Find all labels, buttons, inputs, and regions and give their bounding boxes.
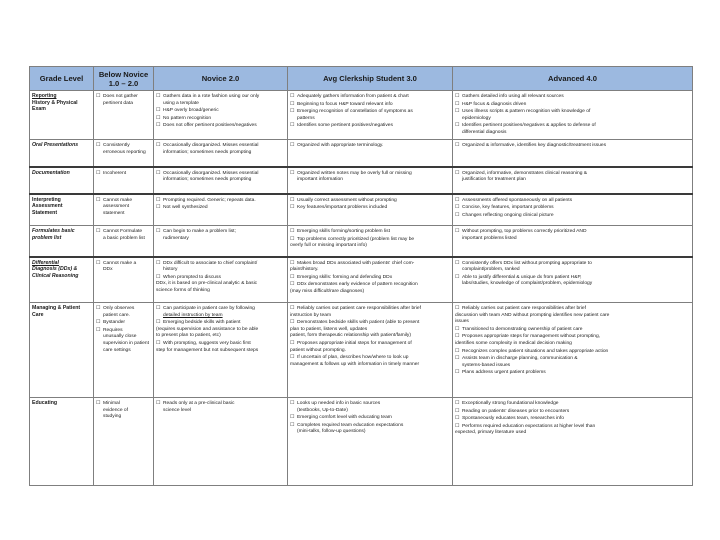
header-advanced: Advanced 4.0 [453, 67, 693, 91]
checkbox-item[interactable]: ☐ Prompting required. Generic; repeats data. [156, 197, 285, 205]
checkbox-item[interactable]: ☐ Reliably carries out patient care responsibilities after brief [455, 305, 690, 313]
label-line: problem list [32, 234, 62, 241]
checkbox-item[interactable]: ☐ Incoherent [96, 170, 151, 178]
text-line: important problems listed [462, 235, 517, 241]
text-line: plaint/history. [290, 267, 319, 273]
row-documentation [30, 167, 693, 194]
text-line: patient without prompting. [290, 347, 347, 353]
text-line: (requires supervision and assistance to be able [156, 326, 259, 332]
checkbox-item[interactable]: ☐ Key features/important problems included [290, 204, 450, 212]
header-below-novice [94, 67, 154, 91]
checkbox-item[interactable]: ☐ Identifies some pertinent positives/negatives [290, 122, 450, 130]
label-interpreting [30, 194, 94, 226]
checkbox-item[interactable]: ☐ Transitioned to demonstrating ownership of patient care [455, 326, 690, 334]
text-line: DDx, it is based on pre-clinical analytic & basic [156, 281, 258, 287]
label-line: Differential [32, 259, 60, 266]
checkbox-item[interactable]: ☐ Recognizes complex patient situations and takes appropriate action [455, 348, 690, 356]
checkbox-item[interactable]: ☐ Reads only at a pre-clinical basic [156, 400, 285, 408]
text-line: patterns [297, 115, 315, 121]
row-educating [30, 398, 693, 486]
checkbox-item[interactable]: ☐ Emerging bedside skills with patient [156, 319, 285, 327]
checkbox-item[interactable]: ☐ Makes broad DDx associated with patients' chief com- [290, 260, 450, 268]
differential-novice [154, 257, 288, 303]
text-line: plan to patient, listens well, updates [290, 326, 368, 332]
rubric-sheet [29, 66, 693, 486]
label-line: Interpreting [32, 196, 61, 203]
problem-below [94, 226, 154, 257]
checkbox-item[interactable]: ☐ Top problems correctly prioritized (problem list may be [290, 236, 450, 244]
checkbox-item[interactable]: ☐ Gathers data in a rote fashion using our only [156, 93, 285, 101]
checkbox-item[interactable]: ☐ Organized with appropriate terminology. [290, 142, 450, 150]
checkbox-item[interactable]: ☐ No pattern recognition [156, 115, 285, 123]
label-oral [30, 140, 94, 167]
checkbox-item[interactable]: ☐ Not well synthesized [156, 204, 285, 212]
checkbox-item[interactable]: ☐ Beginning to focus H&P toward relevant info [290, 101, 450, 109]
problem-novice [154, 226, 288, 257]
checkbox-item[interactable]: ☐ Emerging skills forming/sorting problem list [290, 228, 450, 236]
problem-adv [453, 226, 693, 257]
educating-below [94, 398, 154, 486]
checkbox-item[interactable]: ☐ When prompted to discuss [156, 274, 285, 282]
text-line: (may miss difficult/rare diagnoses) [290, 288, 365, 294]
label-line: Oral Presentations [32, 142, 79, 148]
reporting-novice [154, 91, 288, 140]
row-interpreting [30, 194, 693, 226]
documentation-novice [154, 167, 288, 194]
checkbox-item[interactable]: ☐ Able to justify differential & unique dx from patient H&P, [455, 274, 690, 282]
header-below-range: 1.0 – 2.0 [108, 78, 139, 88]
managing-novice [154, 303, 288, 398]
documentation-below [94, 167, 154, 194]
checkbox-item[interactable]: ☐ Emerging comfort level with educating team [290, 414, 450, 422]
documentation-adv [453, 167, 693, 194]
checkbox-item[interactable]: ☐ Requires [96, 327, 151, 335]
checkbox-item[interactable]: ☐ H&P overly broad/generic [156, 107, 285, 115]
oral-below [94, 140, 154, 167]
reporting-below [94, 91, 154, 140]
documentation-avg [288, 167, 453, 194]
checkbox-item[interactable]: ☐ Minimal [96, 400, 151, 408]
text-line: differential diagnosis [462, 129, 507, 135]
text-line: supervision in patient [103, 340, 149, 346]
text-line: science forms of thinking [156, 287, 210, 293]
checkbox-item[interactable]: ☐ If uncertain of plan, describes how/where to look up [290, 354, 450, 362]
differential-adv [453, 257, 693, 303]
text-line: unusually close [103, 334, 137, 340]
checkbox-item[interactable]: ☐ DDx difficult to associate to chief complaint/ [156, 260, 285, 268]
interpreting-novice [154, 194, 288, 226]
checkbox-item[interactable]: ☐ Emerging skills: forming and defending DDx [290, 274, 450, 282]
checkbox-item[interactable]: ☐ Usually correct assessment without prompting [290, 197, 450, 205]
text-line: labs/studies, knowledge of complaint/problem, epidemiology [462, 281, 593, 287]
checkbox-item[interactable]: ☐ Consistently [96, 142, 151, 150]
checkbox-item[interactable]: ☐ Emerging recognition of constellation of symptoms as [290, 108, 450, 116]
checkbox-item[interactable]: ☐ Bystander [96, 319, 151, 327]
text-line: assessment [103, 204, 130, 210]
managing-avg [288, 303, 453, 398]
checkbox-item[interactable]: ☐ Concise, key features, important problems [455, 204, 690, 212]
oral-adv [453, 140, 693, 167]
rubric-table [29, 66, 693, 486]
label-documentation [30, 167, 94, 194]
reporting-adv [453, 91, 693, 140]
label-line: Care [32, 311, 44, 318]
checkbox-item[interactable]: ☐ Assists team in discharge planning, communication & [455, 355, 690, 363]
checkbox-item[interactable]: ☐ Organized, informative, demonstrates clinical reasoning & [455, 170, 690, 178]
label-differential [30, 257, 94, 303]
text-line: discussion with team AND without prompting identifies new patient care [455, 312, 610, 318]
checkbox-item[interactable]: ☐ Cannot make a [96, 260, 151, 268]
text-line: pertinent data [103, 100, 133, 106]
text-line: a basic problem list [103, 235, 145, 241]
label-line: Educating [32, 400, 58, 406]
checkbox-item[interactable]: ☐ Without prompting, top problems correctly prioritized AND [455, 228, 690, 236]
text-line: justification for treatment plan [462, 177, 526, 183]
text-line: issues [455, 319, 469, 325]
educating-avg [288, 398, 453, 486]
checkbox-item[interactable]: ☐ Completes required team education expectations [290, 422, 450, 430]
checkbox-item[interactable]: ☐ Adequately gathers information from patient & chart [290, 93, 450, 101]
header-novice: Novice 2.0 [154, 67, 288, 91]
checkbox-item[interactable]: ☐ Organized written notes may be overly full or missing [290, 170, 450, 178]
checkbox-item[interactable]: ☐ Reliably carries out patient care responsibilities after brief [290, 305, 450, 313]
interpreting-adv [453, 194, 693, 226]
checkbox-item[interactable]: ☐ Reading on patients' diseases prior to encounters [455, 408, 690, 416]
text-line: complaint/problem, ranked [462, 267, 520, 273]
checkbox-item[interactable]: ☐ Assessments offered spontaneously on all patients [455, 197, 690, 205]
differential-avg [288, 257, 453, 303]
text-line: instruction by team [290, 312, 332, 318]
checkbox-item[interactable]: ☐ Demonstrates bedside skills with patient (able to present [290, 319, 450, 327]
checkbox-item[interactable]: ☐ Identifies pertinent positives/negatives & applies to defense of [455, 122, 690, 130]
checkbox-item[interactable]: ☐ Changes reflecting ongoing clinical picture [455, 212, 690, 220]
label-line: Exam [32, 106, 46, 113]
checkbox-item[interactable]: ☐ H&P focus & diagnosis driven [455, 101, 690, 109]
label-line: Clinical Reasoning [32, 272, 79, 279]
label-line: Assessment [32, 203, 63, 210]
checkbox-item[interactable]: ☐ Occasionally disorganized. Misses essential [156, 142, 285, 150]
checkbox-item[interactable]: ☐ Proposes appropriate initial steps for management of [290, 340, 450, 348]
text-line: DDx [103, 267, 113, 273]
text-line: evidence of [103, 407, 129, 413]
label-line: History & Physical [32, 99, 78, 106]
row-managing [30, 303, 693, 398]
label-managing [30, 303, 94, 398]
row-reporting [30, 91, 693, 140]
text-line: patient care. [103, 312, 130, 318]
text-line: management & follows up with information in timely manner [290, 361, 420, 367]
text-line: detailed instruction by team [163, 312, 223, 318]
text-line: overly full or missing important info) [290, 243, 367, 249]
text-line: identifies some complexity in medical decision making [455, 340, 572, 346]
problem-avg [288, 226, 453, 257]
checkbox-item[interactable]: ☐ Proposes appropriate steps for management without prompting, [455, 333, 690, 341]
label-line: Documentation [32, 169, 70, 176]
checkbox-item[interactable]: ☐ Looks up needed info in basic sources [290, 400, 450, 408]
row-oral-presentations [30, 140, 693, 167]
checkbox-item[interactable]: ☐ Consistently offers DDx list without prompting appropriate to [455, 260, 690, 268]
checkbox-item[interactable]: ☐ Occasionally disorganized. Misses essential [156, 170, 285, 178]
checkbox-item[interactable]: ☐ Uses illness scripts & pattern recognition with knowledge of [455, 108, 690, 116]
managing-adv [453, 303, 693, 398]
checkbox-item[interactable]: ☐ Can participate in patient care by following [156, 305, 285, 313]
checkbox-item[interactable]: ☐ Spontaneously educates team, researches info [455, 415, 690, 423]
oral-novice [154, 140, 288, 167]
label-educating [30, 398, 94, 486]
checkbox-item[interactable]: ☐ With prompting, suggests very basic first [156, 340, 285, 348]
text-line: to present plan to patient, etc) [156, 333, 221, 339]
checkbox-item[interactable]: ☐ Performs required education expectations at higher level than [455, 423, 690, 431]
text-line: systems-based issues [462, 362, 511, 368]
header-below-title: Below Novice [98, 69, 149, 79]
label-line: Reporting [32, 93, 57, 99]
text-line: epidemiology [462, 115, 491, 121]
label-reporting [30, 91, 94, 140]
checkbox-item[interactable]: ☐ Does not gather [96, 93, 151, 101]
interpreting-avg [288, 194, 453, 226]
label-line: Diagnosis (DDx) & [32, 266, 78, 273]
checkbox-item[interactable]: ☐ DDx demonstrates early evidence of pattern recognition [290, 281, 450, 289]
text-line: history [163, 267, 178, 273]
text-line: rudimentary [163, 235, 189, 241]
text-line: patient, form therapeutic relationship with patient/family) [290, 333, 411, 339]
educating-adv [453, 398, 693, 486]
oral-avg [288, 140, 453, 167]
checkbox-item[interactable]: ☐ Organized & informative, identifies key diagnostic/treatment issues [455, 142, 690, 150]
checkbox-item[interactable]: ☐ Plans address urgent patient problems [455, 369, 690, 377]
row-differential [30, 257, 693, 303]
text-line: (mini-talks, follow-up questions) [297, 429, 366, 435]
checkbox-item[interactable]: ☐ Can begin to make a problem list; [156, 228, 285, 236]
educating-novice [154, 398, 288, 486]
checkbox-item[interactable]: ☐ Cannot Formulate [96, 228, 151, 236]
text-line: studying [103, 414, 122, 420]
text-line: important information [297, 177, 343, 183]
checkbox-item[interactable]: ☐ Cannot make [96, 197, 151, 205]
text-line: statement [103, 210, 125, 216]
label-line: Managing & Patient [32, 305, 81, 311]
checkbox-item[interactable]: ☐ Gathers detailed info using all relevant sources [455, 93, 690, 101]
row-problem-list [30, 226, 693, 257]
checkbox-item[interactable]: ☐ Only observes [96, 305, 151, 313]
label-line: Statement [32, 209, 58, 216]
text-line: expected, primary literature used [455, 430, 527, 436]
interpreting-below [94, 194, 154, 226]
text-line: using a template [163, 100, 199, 106]
label-problem-list [30, 226, 94, 257]
text-line: (textbooks, Up-to-Date) [297, 407, 348, 413]
differential-below [94, 257, 154, 303]
text-line: step for management but not subsequent steps [156, 347, 259, 353]
text-line: erroneous reporting [103, 149, 146, 155]
text-line: science level [163, 407, 191, 413]
header-avg-clerkship: Avg Clerkship Student 3.0 [288, 67, 453, 91]
text-line: care settings [103, 347, 131, 353]
text-line: information; sometimes needs prompting [163, 177, 252, 183]
label-line: Formulates basic [32, 228, 75, 234]
managing-below [94, 303, 154, 398]
text-line: information; sometimes needs prompting [163, 149, 252, 155]
reporting-avg [288, 91, 453, 140]
checkbox-item[interactable]: ☐ Does not offer pertinent positives/negatives [156, 122, 285, 130]
header-row [30, 67, 693, 91]
checkbox-item[interactable]: ☐ Exceptionally strong foundational knowledge [455, 400, 690, 408]
header-grade-level: Grade Level [30, 67, 94, 91]
